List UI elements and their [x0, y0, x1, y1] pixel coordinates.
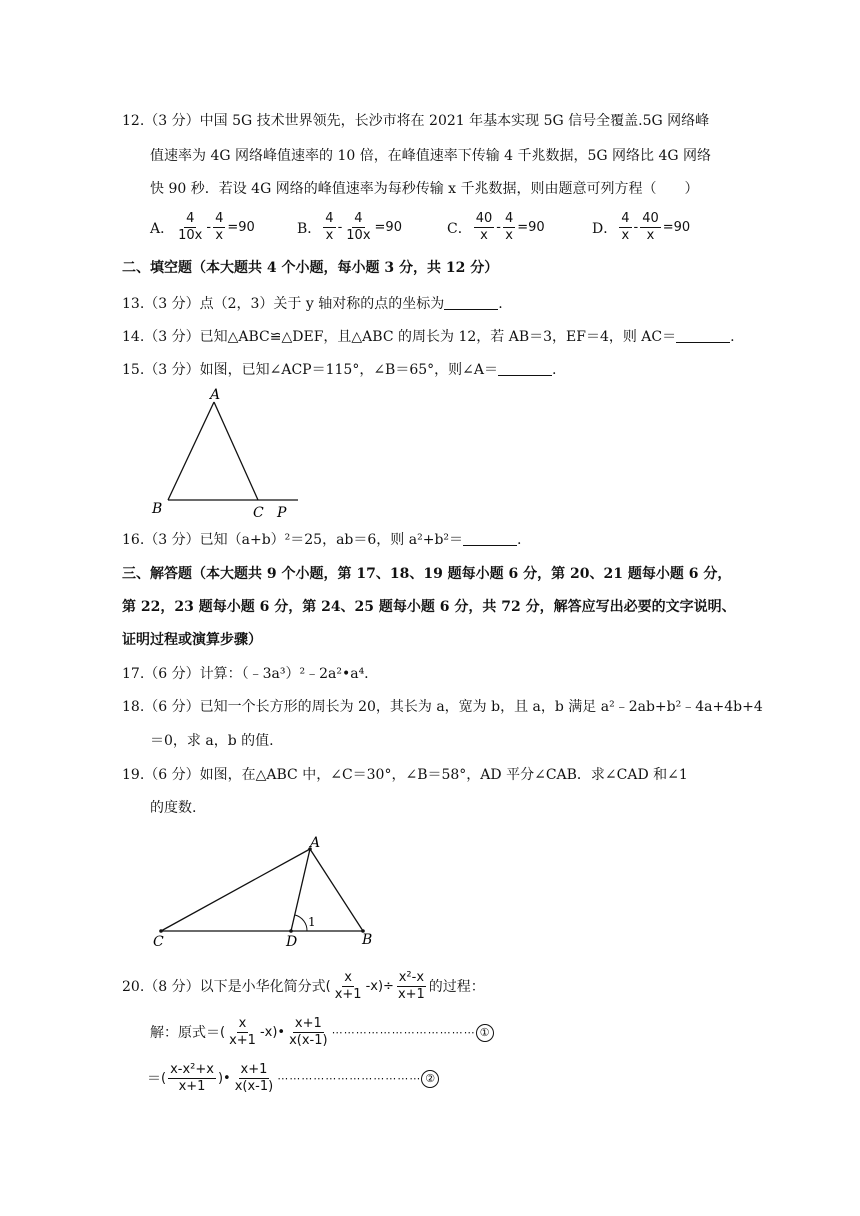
q20-step1	[150, 1016, 494, 1049]
side-ab	[310, 849, 363, 931]
q12-option-b	[297, 211, 402, 244]
angle-1-label: 1	[308, 915, 316, 929]
minus-sign: -	[496, 220, 501, 235]
solution-label: 解：原式＝	[150, 1024, 220, 1041]
vertex-b: B	[362, 932, 373, 948]
option-label: D．	[592, 220, 618, 237]
minus-sign: -	[633, 220, 639, 235]
fraction	[213, 211, 225, 244]
minus-sign: -	[206, 220, 212, 235]
q12-option-c	[447, 211, 545, 244]
close-paren: )	[217, 1070, 224, 1086]
section-3-heading-line3: 证明过程或演算步骤）	[122, 632, 262, 648]
option-label: A．	[150, 220, 175, 237]
section-2-heading: 二、填空题（本大题共 4 个小题，每小题 3 分，共 12 分）	[122, 260, 499, 276]
option-label: C．	[447, 220, 472, 237]
numerator: x-x²+x	[170, 1062, 214, 1077]
numerator: 4	[354, 211, 363, 226]
numerator: 4	[215, 211, 224, 226]
numerator: 40	[642, 211, 659, 226]
denominator: x	[646, 228, 655, 243]
section-3-heading-line1: 三、解答题（本大题共 9 个小题，第 17、18、19 题每小题 6 分，第 20、21 题每小题 6 分，	[122, 566, 732, 582]
answer-blank	[463, 531, 517, 546]
q15-triangle-figure	[140, 385, 320, 520]
q13: 13.（3 分）点（2，3）关于 y 轴对称的点的坐标为 .	[122, 296, 503, 312]
vertex-b: B	[152, 501, 163, 517]
vertex-a: A	[210, 387, 221, 403]
fraction	[503, 211, 515, 244]
numerator: 4	[504, 211, 514, 226]
denominator: x(x-1)	[234, 1079, 274, 1094]
denominator: x+1	[397, 987, 425, 1002]
rhs: =90	[374, 220, 402, 235]
q19-line1: 19.（6 分）如图，在△ABC 中，∠C＝30°，∠B＝58°，AD 平分∠CAB．求∠CAD 和∠1	[122, 767, 688, 783]
rhs: =90	[227, 220, 255, 235]
fraction	[474, 211, 495, 244]
fraction	[619, 211, 631, 244]
denominator: 10x	[346, 228, 371, 243]
numerator: x	[238, 1016, 247, 1031]
minus-sign: -	[337, 220, 343, 235]
step-marker-2: ②	[421, 1070, 439, 1088]
q12-line3: 快 90 秒．若设 4G 网络的峰值速率为每秒传输 x 千兆数据，则由题意可列方程（ ）	[150, 181, 699, 197]
open-paren: (	[325, 978, 331, 994]
fraction	[323, 211, 335, 244]
denominator: x	[215, 228, 224, 243]
denominator: x+1	[334, 987, 362, 1002]
minus-x: -x)	[259, 1024, 278, 1040]
denominator: 10x	[178, 228, 203, 243]
dot-operator: •	[223, 1070, 231, 1086]
numerator: 4	[325, 211, 334, 226]
answer-blank	[498, 361, 552, 376]
minus-x: -x)	[365, 978, 384, 994]
q19-line2: 的度数.	[150, 800, 197, 816]
denominator: x+1	[229, 1033, 256, 1048]
vertex-c: C	[253, 505, 264, 520]
denominator: x	[621, 228, 630, 243]
q17: 17.（6 分）计算：（﹣3a³）²﹣2a²•a⁴.	[122, 666, 369, 682]
angle-1-arc	[295, 915, 307, 931]
vertex-a: A	[310, 835, 321, 851]
fraction	[233, 1062, 276, 1095]
fraction	[176, 211, 204, 244]
q16: 16.（3 分）已知（a+b）²＝25，ab＝6，则 a²+b²＝ .	[122, 532, 522, 548]
numerator: 4	[186, 211, 195, 226]
q12-option-d	[592, 211, 690, 244]
fraction	[168, 1062, 216, 1095]
q16-text: 16.（3 分）已知（a+b）²＝25，ab＝6，则 a²+b²＝	[122, 532, 464, 548]
denominator: x(x-1)	[289, 1033, 328, 1048]
step-marker-1: ①	[476, 1024, 494, 1042]
q20-line1	[122, 970, 485, 1003]
point-c-dot	[159, 929, 163, 933]
leader-dots: ⋯⋯⋯⋯⋯⋯⋯⋯⋯⋯⋯⋯	[331, 1025, 476, 1039]
q12-line2: 值速率为 4G 网络峰值速率的 10 倍，在峰值速率下传输 4 千兆数据，5G 网络比 4G 网络	[150, 148, 712, 164]
fraction	[287, 1016, 330, 1049]
q15-text: 15.（3 分）如图，已知∠ACP＝115°，∠B＝65°，则∠A＝	[122, 362, 498, 378]
denominator: x	[480, 228, 488, 243]
q20-prefix: 20.（8 分）以下是小华化简分式	[122, 978, 326, 995]
point-d: D	[286, 934, 298, 950]
q20-suffix: 的过程：	[428, 978, 485, 995]
q15: 15.（3 分）如图，已知∠ACP＝115°，∠B＝65°，则∠A＝ .	[122, 362, 557, 378]
fraction	[227, 1016, 258, 1049]
section-3-heading-line2: 第 22，23 题每小题 6 分，第 24、25 题每小题 6 分，共 72 分，解答应写出必要的文字说明、	[122, 599, 736, 615]
q18-line1: 18.（6 分）已知一个长方形的周长为 20，其长为 a，宽为 b，且 a，b 满足 a²﹣2ab+b²﹣4a+4b+4	[122, 699, 763, 715]
option-label: B．	[297, 220, 322, 237]
fraction	[344, 211, 372, 244]
q20-step2	[147, 1062, 439, 1095]
numerator: x+1	[240, 1062, 268, 1077]
fraction	[396, 970, 427, 1003]
equals-sign: ＝	[147, 1070, 161, 1087]
open-paren: (	[220, 1024, 226, 1040]
q18-line2: ＝0，求 a，b 的值.	[150, 733, 274, 749]
q13-text: 13.（3 分）点（2，3）关于 y 轴对称的点的坐标为	[122, 296, 445, 312]
point-p: P	[277, 505, 287, 520]
q19-triangle-figure	[145, 832, 390, 950]
q12-option-a	[150, 211, 255, 244]
fraction	[640, 211, 661, 244]
numerator: 40	[475, 211, 493, 226]
side-ab	[168, 402, 214, 500]
numerator: x+1	[294, 1016, 322, 1031]
q14-text: 14.（3 分）已知△ABC≌△DEF，且△ABC 的周长为 12，若 AB＝3，EF＝4，则 AC＝	[122, 329, 677, 345]
leader-dots: ⋯⋯⋯⋯⋯⋯⋯⋯⋯⋯⋯⋯	[277, 1071, 422, 1085]
answer-blank	[444, 295, 498, 310]
denominator: x+1	[178, 1079, 206, 1094]
rhs: =90	[517, 220, 545, 235]
open-paren: (	[161, 1070, 167, 1086]
answer-blank	[676, 328, 730, 343]
denominator: x	[325, 228, 334, 243]
dot-operator: •	[277, 1024, 286, 1040]
side-ca	[161, 849, 310, 931]
fraction	[333, 970, 364, 1003]
side-ac	[214, 402, 258, 500]
numerator: 4	[621, 211, 630, 226]
numerator: x	[344, 970, 352, 985]
numerator: x²-x	[398, 970, 425, 985]
denominator: x	[505, 228, 513, 243]
point-d-dot	[289, 929, 293, 933]
q12-line1: 12.（3 分）中国 5G 技术世界领先，长沙市将在 2021 年基本实现 5G 信号全覆盖.5G 网络峰	[122, 113, 710, 129]
q14: 14.（3 分）已知△ABC≌△DEF，且△ABC 的周长为 12，若 AB＝3，EF＝4，则 AC＝ .	[122, 329, 735, 345]
divide-sign: ÷	[383, 978, 394, 994]
rhs: =90	[662, 220, 691, 235]
vertex-c: C	[153, 934, 164, 950]
